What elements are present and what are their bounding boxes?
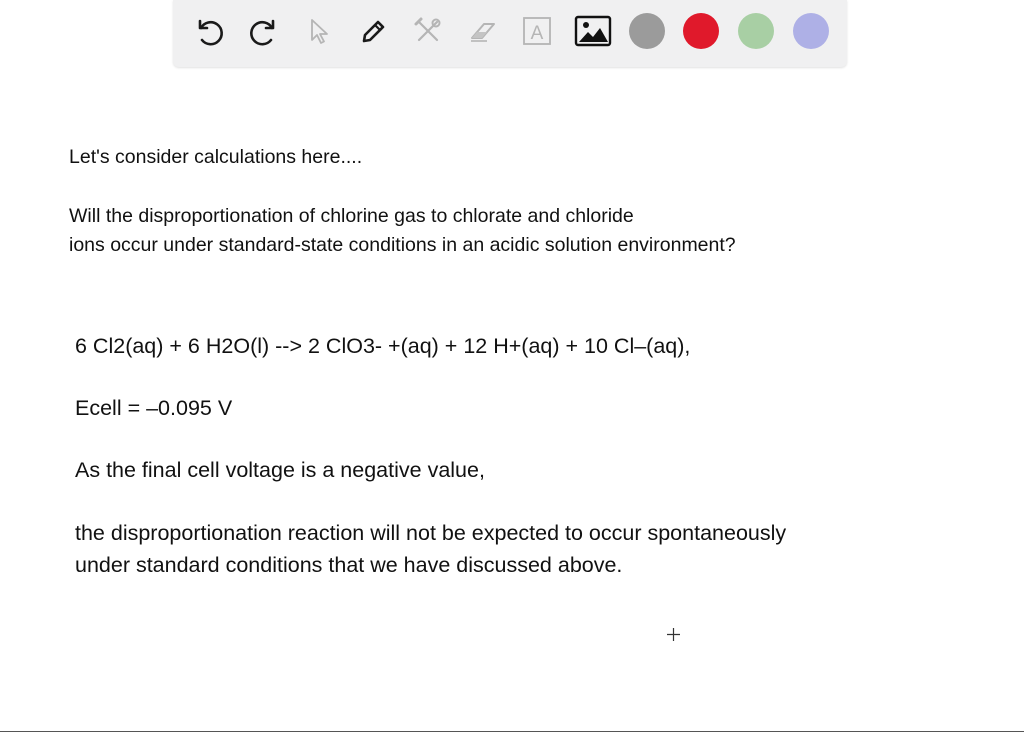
bottom-divider [0,731,1024,732]
eraser-tool-button[interactable] [464,12,502,50]
svg-text:A: A [530,23,544,44]
image-icon [574,13,612,49]
color-swatch-gray[interactable] [629,13,665,49]
color-swatch-blue[interactable] [793,13,829,49]
redo-icon [246,13,282,49]
pointer-icon [301,13,337,49]
undo-icon [191,13,227,49]
intro-text: Let's consider calculations here.... [69,146,363,168]
text-box-icon [519,13,555,49]
conclusion-line-2: the disproportionation reaction will not be expected to occur spontaneously [75,521,787,545]
pen-icon [355,13,391,49]
tools-button[interactable] [409,12,447,50]
undo-button[interactable] [190,12,228,50]
crosshair-cursor-icon [666,627,681,642]
color-swatch-green[interactable] [738,13,774,49]
redo-button[interactable] [245,12,283,50]
pen-tool-button[interactable] [354,12,392,50]
hammer-wrench-icon [410,13,446,49]
conclusion-line-1: As the final cell voltage is a negative value, [75,458,485,482]
question-line-1: Will the disproportionation of chlorine gas to chlorate and chloride [69,205,634,227]
ecell-value: Ecell = –0.095 V [75,396,233,420]
text-tool-button[interactable] [518,12,556,50]
reaction-equation: 6 Cl2(aq) + 6 H2O(l) --> 2 ClO3- +(aq) + 12 H+(aq) + 10 Cl–(aq), [75,334,691,358]
eraser-icon [465,13,501,49]
color-swatch-red[interactable] [683,13,719,49]
image-tool-button[interactable] [574,12,612,50]
question-line-2: ions occur under standard-state conditions in an acidic solution environment? [69,234,736,256]
conclusion-line-3: under standard conditions that we have discussed above. [75,553,623,577]
drawing-toolbar [173,0,847,67]
select-tool-button[interactable] [300,12,338,50]
